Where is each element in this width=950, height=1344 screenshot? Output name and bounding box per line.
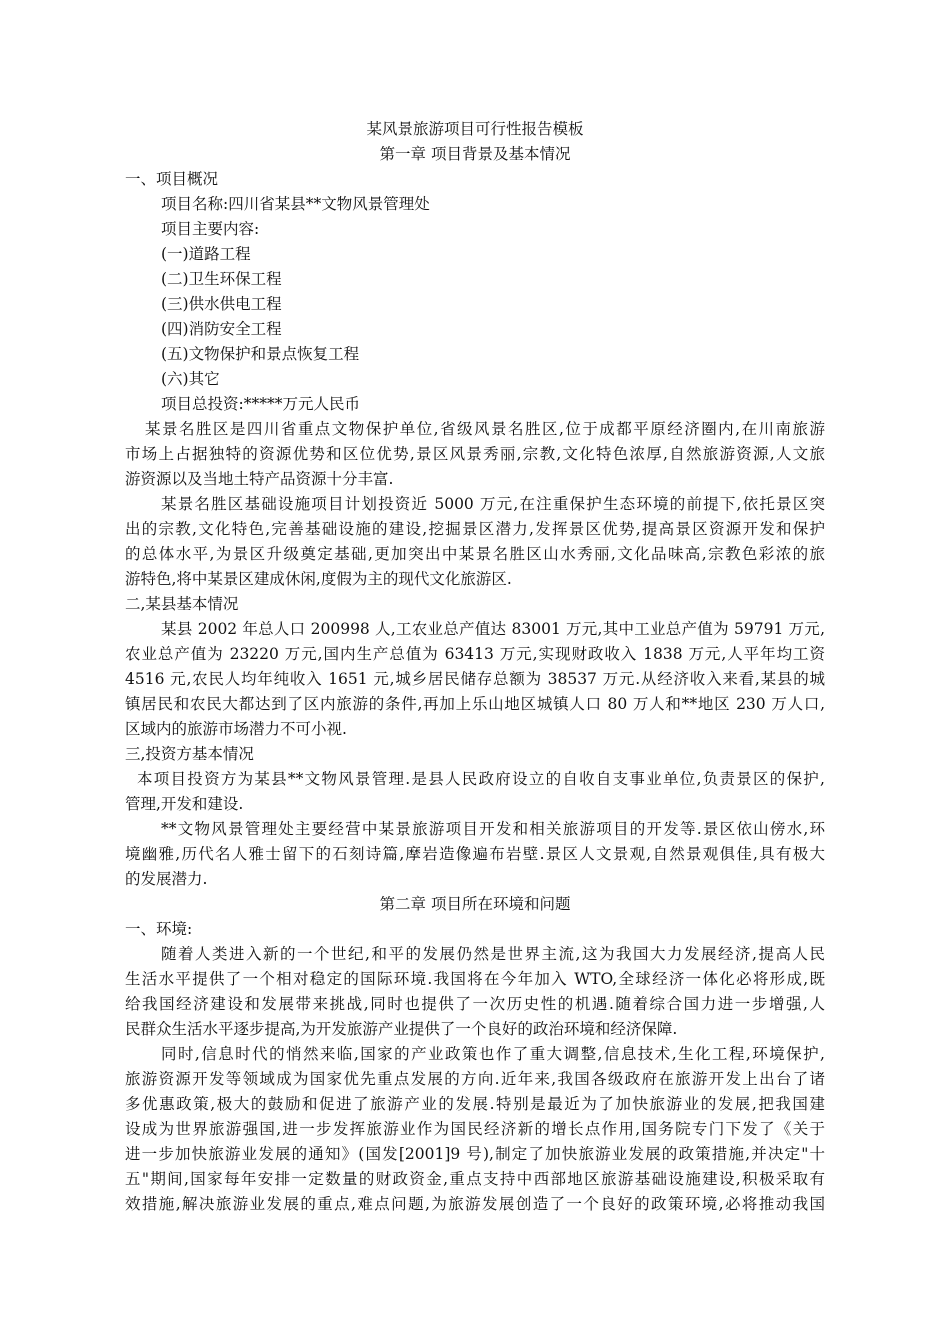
section-1-heading: 一、项目概况 — [125, 170, 219, 188]
paragraph-line: 某景名胜区是四川省重点文物保护单位,省级风景名胜区,位于成都平原经济圈内,在川南旅游 — [145, 420, 825, 438]
paragraph-line: 农业总产值为 23220 万元,国内生产总值为 63413 万元,实现财政收入 1838 万元,人平年均工资 — [125, 645, 825, 663]
list-item: (四)消防安全工程 — [161, 320, 282, 338]
paragraph-line: 的总体水平,为景区升级奠定基础,更加突出中某景名胜区山水秀丽,文化品味高,宗教色彩浓的旅 — [125, 545, 825, 563]
list-item: (三)供水供电工程 — [161, 295, 282, 313]
paragraph-line: 某县 2002 年总人口 200998 人,工农业总产值达 83001 万元,其中工业总产值为 59791 万元, — [161, 620, 825, 638]
chapter-1-heading: 第一章 项目背景及基本情况 — [379, 145, 571, 163]
section-3-heading: 三,投资方基本情况 — [125, 745, 254, 763]
document-title: 某风景旅游项目可行性报告模板 — [366, 120, 584, 138]
paragraph-line: 游特色,将中某景区建成休闲,度假为主的现代文化旅游区. — [125, 570, 512, 588]
paragraph-line: 游资源以及当地土特产品资源十分丰富. — [125, 470, 394, 488]
paragraph-line: 生活水平提供了一个相对稳定的国际环境.我国将在今年加入 WTO,全球经济一体化必将形成,既 — [125, 970, 825, 988]
paragraph-line: 五"期间,国家每年安排一定数量的财政资金,重点支持中西部地区旅游基础设施建设,积极采取有 — [125, 1170, 825, 1188]
paragraph-line: 随着人类进入新的一个世纪,和平的发展仍然是世界主流,这为我国大力发展经济,提高人民 — [161, 945, 825, 963]
paragraph-line: 民群众生活水平逐步提高,为开发旅游产业提供了一个良好的政治环境和经济保障. — [125, 1020, 678, 1038]
paragraph-line: 镇居民和农民大都达到了区内旅游的条件,再加上乐山地区城镇人口 80 万人和**地区 230 万人口, — [125, 695, 825, 713]
main-content-label: 项目主要内容: — [161, 220, 260, 238]
paragraph-line: 设成为世界旅游强国,进一步发挥旅游业作为国民经济新的增长点作用,国务院专门下发了《关于 — [125, 1120, 825, 1138]
paragraph-line: 旅游资源开发等领域成为国家优先重点发展的方向.近年来,我国各级政府在旅游开发上出台了诸 — [125, 1070, 825, 1088]
total-investment: 项目总投资:*****万元人民币 — [161, 395, 360, 413]
paragraph-line: 给我国经济建设和发展带来挑战,同时也提供了一次历史性的机遇.随着综合国力进一步增强,人 — [125, 995, 825, 1013]
chapter-2-section-1-heading: 一、环境: — [125, 920, 193, 938]
chapter-2-heading: 第二章 项目所在环境和问题 — [379, 895, 571, 913]
paragraph-line: 管理,开发和建设. — [125, 795, 244, 813]
paragraph-line: 市场上占据独特的资源优势和区位优势,景区风景秀丽,宗教,文化特色浓厚,自然旅游资源,人文旅 — [125, 445, 825, 463]
section-2-heading: 二,某县基本情况 — [125, 595, 239, 613]
list-item: (一)道路工程 — [161, 245, 251, 263]
list-item: (二)卫生环保工程 — [161, 270, 282, 288]
paragraph-line: 境幽雅,历代名人雅士留下的石刻诗篇,摩岩造像遍布岩壁.景区人文景观,自然景观俱佳,具有极大 — [125, 845, 825, 863]
paragraph-line: 本项目投资方为某县**文物风景管理.是县人民政府设立的自收自支事业单位,负责景区的保护, — [137, 770, 825, 788]
paragraph-line: 的发展潜力. — [125, 870, 208, 888]
paragraph-line: 多优惠政策,极大的鼓励和促进了旅游产业的发展.特别是最近为了加快旅游业的发展,把我国建 — [125, 1095, 825, 1113]
paragraph-line: 进一步加快旅游业发展的通知》(国发[2001]9 号),制定了加快旅游业发展的政策措施,并决定"十 — [125, 1145, 825, 1163]
paragraph-line: 同时,信息时代的悄然来临,国家的产业政策也作了重大调整,信息技术,生化工程,环境保护, — [161, 1045, 825, 1063]
list-item: (六)其它 — [161, 370, 220, 388]
paragraph-line: 出的宗教,文化特色,完善基础设施的建设,挖掘景区潜力,发挥景区优势,提高景区资源开发和保护 — [125, 520, 825, 538]
paragraph-line: 4516 元,农民人均年纯收入 1651 元,城乡居民储存总额为 38537 万元.从经济收入来看,某县的城 — [125, 670, 825, 688]
paragraph-line: **文物风景管理处主要经营中某景旅游项目开发和相关旅游项目的开发等.景区依山傍水,环 — [161, 820, 825, 838]
paragraph-line: 某景名胜区基础设施项目计划投资近 5000 万元,在注重保护生态环境的前提下,依托景区突 — [161, 495, 825, 513]
paragraph-line: 效措施,解决旅游业发展的重点,难点问题,为旅游发展创造了一个良好的政策环境,必将推动我国 — [125, 1195, 825, 1213]
paragraph-line: 区域内的旅游市场潜力不可小视. — [125, 720, 347, 738]
project-name: 项目名称:四川省某县**文物风景管理处 — [161, 195, 430, 213]
list-item: (五)文物保护和景点恢复工程 — [161, 345, 360, 363]
